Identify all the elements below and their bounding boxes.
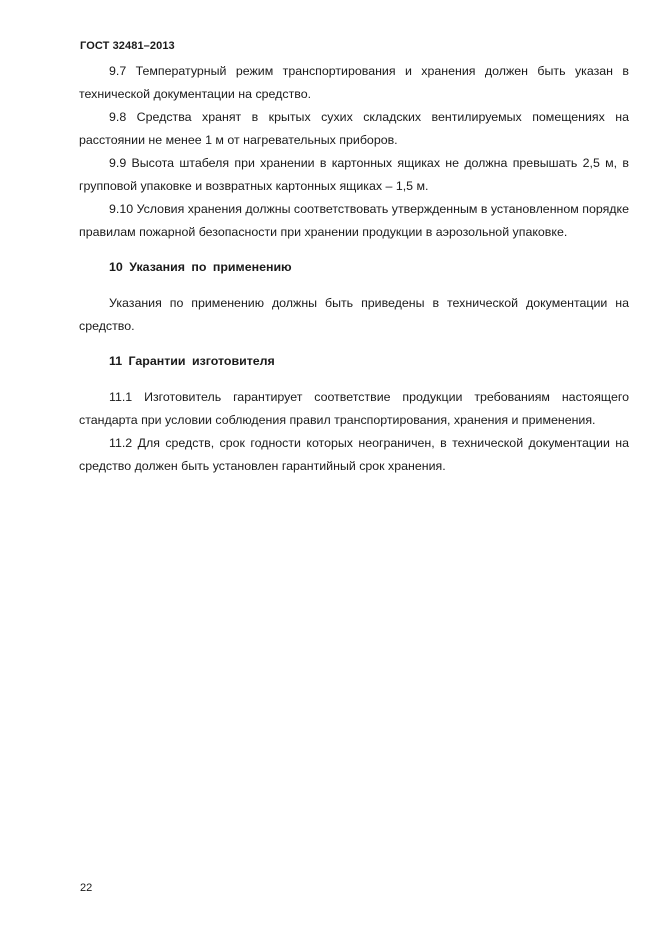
spacer: [79, 244, 629, 256]
paragraph-9-9: 9.9 Высота штабеля при хранении в картонных ящиках не должна превышать 2,5 м, в групповой упаковке и возвратных картонных ящиках – 1,5 м.: [79, 156, 629, 193]
document-body: [79, 60, 629, 478]
page-number: 22: [80, 882, 93, 894]
section-heading-11: 11 Гарантии изготовителя: [109, 354, 275, 368]
section-heading-10: 10 Указания по применению: [109, 260, 292, 274]
spacer: [79, 279, 629, 292]
paragraph-11-1: 11.1 Изготовитель гарантирует соответствие продукции требованиям настоящего стандарта при условии соблюдения правил транспортирования, хранения и применения.: [79, 390, 629, 427]
paragraph-11-2: 11.2 Для средств, срок годности которых неограничен, в технической документации на средство должен быть установлен гарантийный срок хранения.: [79, 436, 629, 473]
spacer: [79, 338, 629, 350]
spacer: [79, 373, 629, 386]
paragraph-9-8: 9.8 Средства хранят в крытых сухих складских вентилируемых помещениях на расстоянии не менее 1 м от нагревательных приборов.: [79, 110, 629, 147]
paragraph-10: Указания по применению должны быть приведены в технической документации на средство.: [79, 296, 629, 333]
paragraph-9-10: 9.10 Условия хранения должны соответствовать утвержденным в установленном порядке правилам пожарной безопасности при хранении продукции в аэрозольной упаковке.: [79, 202, 629, 239]
document-code: ГОСТ 32481–2013: [80, 40, 175, 52]
paragraph-9-7: 9.7 Температурный режим транспортирования и хранения должен быть указан в технической документации на средство.: [79, 64, 629, 101]
